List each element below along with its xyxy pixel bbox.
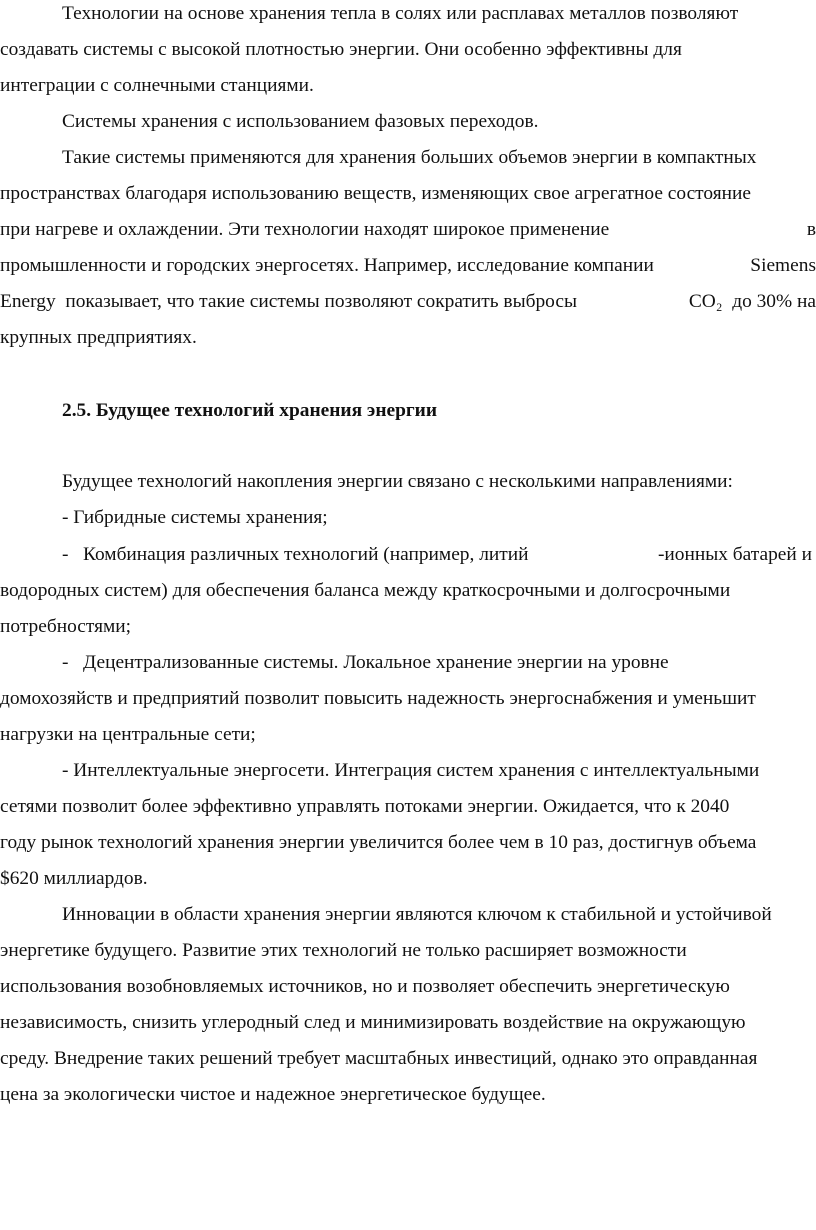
paragraph-line: Energy показывает, что такие системы позволяют сократить выбросы CO₂ до 30% на — [0, 291, 816, 312]
list-item: - Гибридные системы хранения; — [62, 507, 328, 528]
conclusion-line: цена за экологически чистое и надежное энергетическое будущее. — [0, 1084, 546, 1105]
paragraph-line: Технологии на основе хранения тепла в солях или расплавах металлов позволяют — [62, 3, 739, 24]
conclusion-line: энергетике будущего. Развитие этих технологий не только расширяет возможности — [0, 940, 687, 961]
list-item-continuation: $620 миллиардов. — [0, 868, 148, 889]
list-item-continuation: потребностями; — [0, 616, 132, 637]
subheading-phase-transitions: Системы хранения с использованием фазовых переходов. — [62, 111, 539, 132]
list-item-continuation: нагрузки на центральные сети; — [0, 724, 256, 745]
conclusion-line: Инновации в области хранения энергии являются ключом к стабильной и устойчивой — [62, 904, 772, 925]
paragraph-line: промышленности и городских энергосетях. Например, исследование компании Siemens — [0, 255, 816, 276]
paragraph-line: Такие системы применяются для хранения больших объемов энергии в компактных — [62, 147, 757, 168]
list-item-continuation: сетями позволит более эффективно управлять потоками энергии. Ожидается, что к 2040 — [0, 796, 730, 817]
list-item: - Комбинация различных технологий (например, литий -ионных батарей и — [62, 544, 812, 565]
conclusion-line: использования возобновляемых источников, но и позволяет обеспечить энергетическую — [0, 976, 730, 997]
paragraph-line: пространствах благодаря использованию веществ, изменяющих свое агрегатное состояние — [0, 183, 751, 204]
section-heading: 2.5. Будущее технологий хранения энергии — [62, 400, 438, 421]
list-item-continuation: году рынок технологий хранения энергии увеличится более чем в 10 раз, достигнув объема — [0, 832, 757, 853]
intro-line: Будущее технологий накопления энергии связано с несколькими направлениями: — [62, 471, 733, 492]
conclusion-line: независимость, снизить углеродный след и минимизировать воздействие на окружающую — [0, 1012, 746, 1033]
paragraph-line: интеграции с солнечными станциями. — [0, 75, 314, 96]
list-item-continuation: домохозяйств и предприятий позволит повысить надежность энергоснабжения и уменьшит — [0, 688, 756, 709]
list-item-continuation: водородных систем) для обеспечения баланса между краткосрочными и долгосрочными — [0, 580, 731, 601]
list-item: - Интеллектуальные энергосети. Интеграция систем хранения с интеллектуальными — [62, 760, 760, 781]
list-item: - Децентрализованные системы. Локальное хранение энергии на уровне — [62, 652, 669, 673]
paragraph-line: создавать системы с высокой плотностью энергии. Они особенно эффективны для — [0, 39, 682, 60]
conclusion-line: среду. Внедрение таких решений требует масштабных инвестиций, однако это оправданная — [0, 1048, 758, 1069]
paragraph-line: при нагреве и охлаждении. Эти технологии находят широкое применение в — [0, 219, 816, 240]
paragraph-line: крупных предприятиях. — [0, 327, 197, 348]
